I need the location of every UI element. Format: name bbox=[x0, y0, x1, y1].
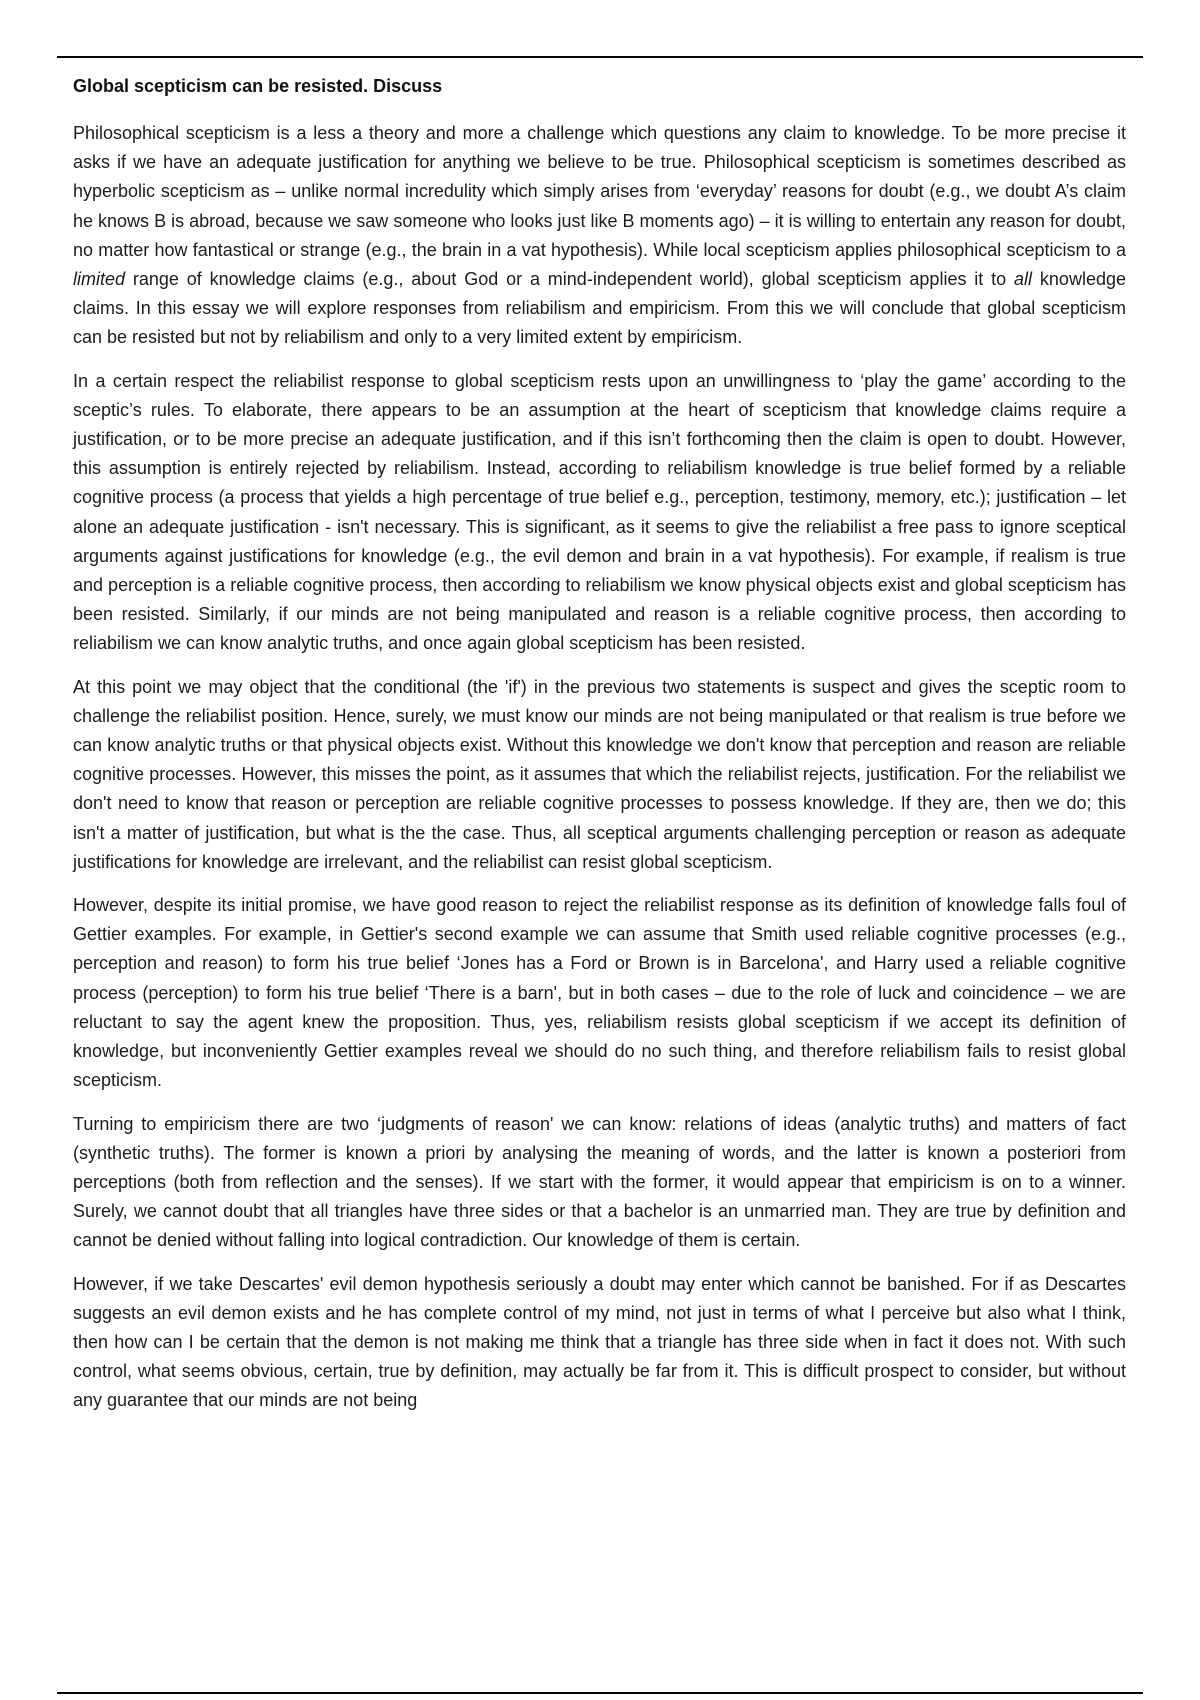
italic-text: limited bbox=[73, 269, 126, 290]
paragraph-list bbox=[73, 119, 1126, 1416]
essay-paragraph bbox=[73, 119, 1126, 353]
essay-paragraph bbox=[73, 1270, 1126, 1416]
top-rule bbox=[57, 56, 1143, 58]
essay-paragraph bbox=[73, 891, 1126, 1095]
essay-body bbox=[73, 72, 1126, 1430]
paragraph-text: In a certain respect the reliabilist response to global scepticism rests upon an unwillingness to ‘play the game’ according to the sceptic’s rules. To elaborate, there appears to be an assumption at the heart of scepticism that knowledge claims require a justification, or to be more precise an adequate justification, and if this isn’t forthcoming then the claim is open to doubt. However, this assumption is entirely rejected by reliabilism. Instead, according to reliabilism knowledge is true belief formed by a reliable cognitive process (a process that yields a high percentage of true belief e.g., perception, testimony, memory, etc.); justification – let alone an adequate justification - isn't necessary. This is significant, as it seems to give the reliabilist a free pass to ignore sceptical arguments against justifications for knowledge (e.g., the evil demon and brain in a vat hypothesis). For example, if realism is true and perception is a reliable cognitive process, then according to reliabilism we know physical objects exist and global scepticism has been resisted. Similarly, if our minds are not being manipulated and reason is a reliable cognitive process, then according to reliabilism we can know analytic truths, and once again global scepticism has been resisted. bbox=[73, 370, 1126, 654]
essay-paragraph bbox=[73, 673, 1126, 877]
paragraph-text: range of knowledge claims (e.g., about God or a mind-independent world), global scepticism applies it to bbox=[125, 269, 1015, 290]
paragraph-text: Turning to empiricism there are two ‘judgments of reason' we can know: relations of ideas (analytic truths) and matters of fact (synthetic truths). The former is known a priori by analysing the meaning of words, and the latter is known a posteriori from perceptions (both from reflection and the senses). If we start with the former, it would appear that empiricism is on to a winner. Surely, we cannot doubt that all triangles have three sides or that a bachelor is an unmarried man. They are true by definition and cannot be denied without falling into logical contradiction. Our knowledge of them is certain. bbox=[73, 1113, 1126, 1251]
paragraph-text: Philosophical scepticism is a less a theory and more a challenge which questions any claim to knowledge. To be more precise it asks if we have an adequate justification for anything we believe to be true. Philosophical scepticism is sometimes described as hyperbolic scepticism as – unlike normal incredulity which simply arises from ‘everyday’ reasons for doubt (e.g., we doubt A’s claim he knows B is abroad, because we saw someone who looks just like B moments ago) – it is willing to entertain any reason for doubt, no matter how fantastical or strange (e.g., the brain in a vat hypothesis). While local scepticism applies philosophical scepticism to a bbox=[73, 123, 1126, 260]
paragraph-text: However, despite its initial promise, we have good reason to reject the reliabilist response as its definition of knowledge falls foul of Gettier examples. For example, in Gettier's second example we can assume that Smith used reliable cognitive processes (e.g., perception and reason) to form his true belief ‘Jones has a Ford or Brown is in Barcelona', and Harry used a reliable cognitive process (perception) to form his true belief ‘There is a barn', but in both cases – due to the role of luck and coincidence – we are reluctant to say the agent knew the proposition. Thus, yes, reliabilism resists global scepticism if we accept its definition of knowledge, but inconveniently Gettier examples reveal we should do no such thing, and therefore reliabilism fails to resist global scepticism. bbox=[73, 895, 1126, 1091]
paragraph-text: However, if we take Descartes' evil demon hypothesis seriously a doubt may enter which cannot be banished. For if as Descartes suggests an evil demon exists and he has complete control of my mind, not just in terms of what I perceive but also what I think, then how can I be certain that the demon is not making me think that a triangle has three side when in fact it does not. With such control, what seems obvious, certain, true by definition, may actually be far from it. This is difficult prospect to consider, but without any guarantee that our minds are not being bbox=[73, 1273, 1126, 1411]
essay-paragraph bbox=[73, 367, 1126, 659]
paragraph-text: At this point we may object that the conditional (the 'if') in the previous two statements is suspect and gives the sceptic room to challenge the reliabilist position. Hence, surely, we must know our minds are not being manipulated or that realism is true before we can know analytic truths or that physical objects exist. Without this knowledge we don't know that perception and reason are reliable cognitive processes. However, this misses the point, as it assumes that which the reliabilist rejects, justification. For the reliabilist we don't need to know that reason or perception are reliable cognitive processes to possess knowledge. If they are, then we do; this isn't a matter of justification, but what is the the case. Thus, all sceptical arguments challenging perception or reason as adequate justifications for knowledge are irrelevant, and the reliabilist can resist global scepticism. bbox=[73, 676, 1126, 872]
essay-paragraph bbox=[73, 1110, 1126, 1256]
italic-text: all bbox=[1014, 269, 1033, 290]
paragraph-text: knowledge claims. In this essay we will explore responses from reliabilism and empiricism. From this we will conclude that global scepticism can be resisted but not by reliabilism and only to a very limited extent by empiricism. bbox=[73, 269, 1126, 348]
essay-title: Global scepticism can be resisted. Discuss bbox=[73, 76, 443, 96]
bottom-rule bbox=[57, 1692, 1143, 1694]
